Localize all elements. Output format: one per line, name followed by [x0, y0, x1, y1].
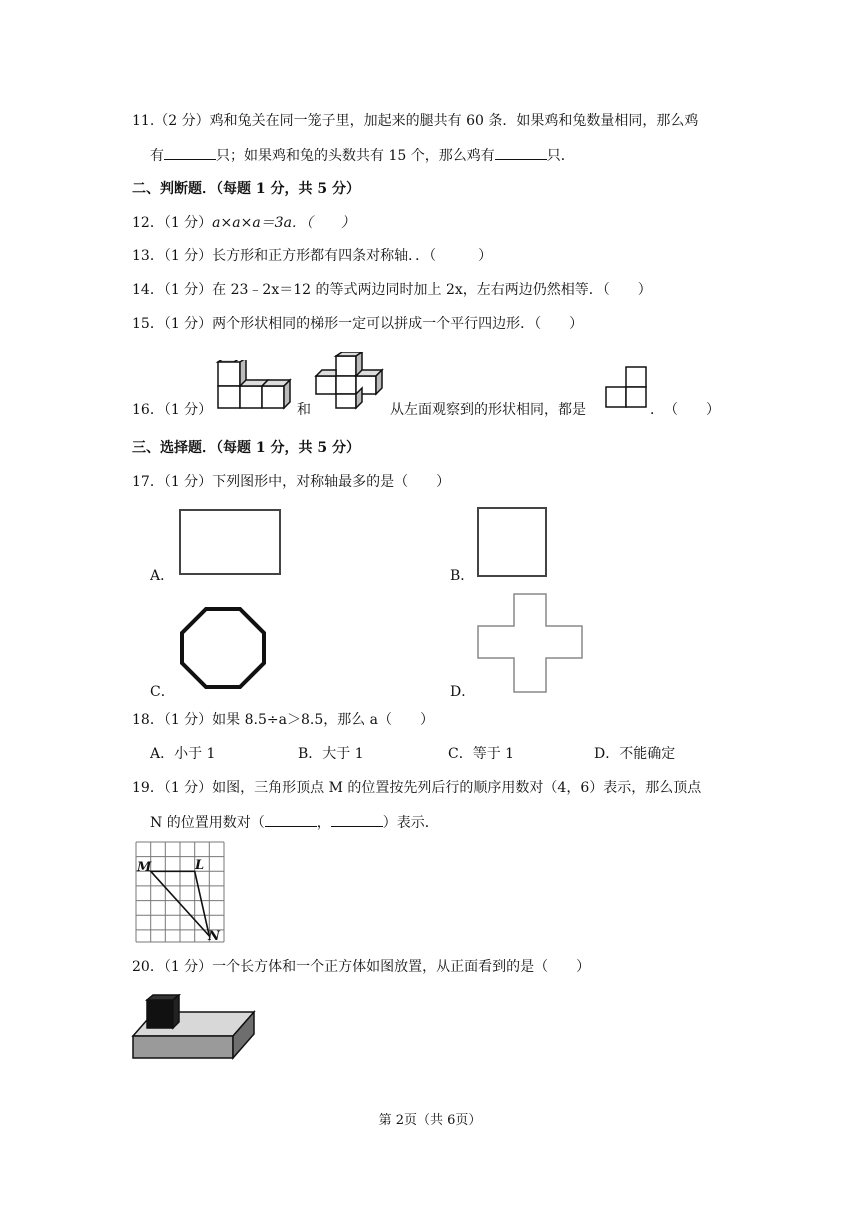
- vertex-label-n: N: [208, 929, 220, 944]
- q17-stem: 17．（1 分）下列图形中，对称轴最多的是（ ）: [132, 474, 451, 490]
- q18-option-a: A．小于 1: [150, 746, 216, 762]
- q17-option-a: A．: [150, 568, 175, 584]
- q12: [132, 213, 355, 233]
- q16-end: ． （ ）: [650, 402, 720, 418]
- q14: 14．（1 分）在 23﹣2x＝12 的等式两边同时加上 2x，左右两边仍然相等．（ ）: [132, 282, 652, 298]
- q11-text-a: 有: [150, 148, 164, 164]
- cube-stack-figure-1: [212, 360, 292, 412]
- q11-line1: 11.（2 分）鸡和兔关在同一笼子里，加起来的腿共有 60 条．如果鸡和兔数量相同，那么鸡: [132, 113, 699, 129]
- section-heading-judgement: 二、判断题．（每题 1 分，共 5 分）: [132, 181, 360, 197]
- q19-blank-2: [331, 812, 383, 827]
- q19-blank-1: [265, 812, 317, 827]
- q12-prefix: 12．（1 分）: [132, 215, 213, 231]
- q18-option-d: D．不能确定: [594, 746, 676, 762]
- cross-figure: [476, 592, 584, 694]
- cube-stack-figure-2: [312, 352, 388, 410]
- q16-prefix: 16．（1 分）: [132, 402, 213, 418]
- q17-option-c: C．: [150, 684, 175, 700]
- q18-option-b: B．大于 1: [298, 746, 364, 762]
- grid-triangle-figure: [134, 840, 226, 944]
- page-footer: 第 2页（共 6页）: [378, 1113, 482, 1128]
- q13: 13．（1 分）长方形和正方形都有四条对称轴．．（ ）: [132, 248, 493, 264]
- q20-stem: 20．（1 分）一个长方体和一个正方体如图放置，从正面看到的是（ ）: [132, 959, 591, 975]
- q11-blank-2: [495, 145, 547, 160]
- q17-option-d: D．: [450, 684, 476, 700]
- q11-text-c: 只．: [546, 148, 575, 164]
- q11-line2: [150, 145, 575, 166]
- left-view-shape: [604, 366, 648, 410]
- q16-middle-text: 从左面观察到的形状相同，都是: [390, 402, 586, 418]
- q18-stem: 18．（1 分）如果 8.5÷a＞8.5，那么 a（ ）: [132, 712, 435, 728]
- vertex-label-m: M: [137, 860, 152, 875]
- square-figure: [476, 506, 548, 578]
- octagon-figure: [178, 606, 268, 690]
- q17-option-b: B．: [450, 568, 475, 584]
- cuboid-and-cube-figure: [130, 994, 256, 1060]
- q16-and: 和: [297, 402, 311, 418]
- q19-line1: 19．（1 分）如图，三角形顶点 M 的位置按先列后行的顺序用数对（4，6）表示，那么顶点: [132, 780, 702, 796]
- q12-expression: a×a×a＝3a．（ ）: [212, 215, 355, 231]
- q11-blank-1: [164, 145, 216, 160]
- section-heading-choice: 三、选择题．（每题 1 分，共 5 分）: [132, 440, 360, 456]
- q19-text-a: N 的位置用数对（: [150, 815, 265, 831]
- q19-text-c: ）表示．: [382, 815, 439, 831]
- rectangle-figure: [178, 508, 282, 576]
- q11-text-b: 只；如果鸡和兔的头数共有 15 个，那么鸡有: [216, 148, 495, 164]
- q18-option-c: C．等于 1: [448, 746, 515, 762]
- vertex-label-l: L: [195, 858, 205, 873]
- q19-text-b: ，: [316, 815, 331, 831]
- q15: 15．（1 分）两个形状相同的梯形一定可以拼成一个平行四边形．（ ）: [132, 316, 584, 332]
- q19-line2: [150, 812, 439, 833]
